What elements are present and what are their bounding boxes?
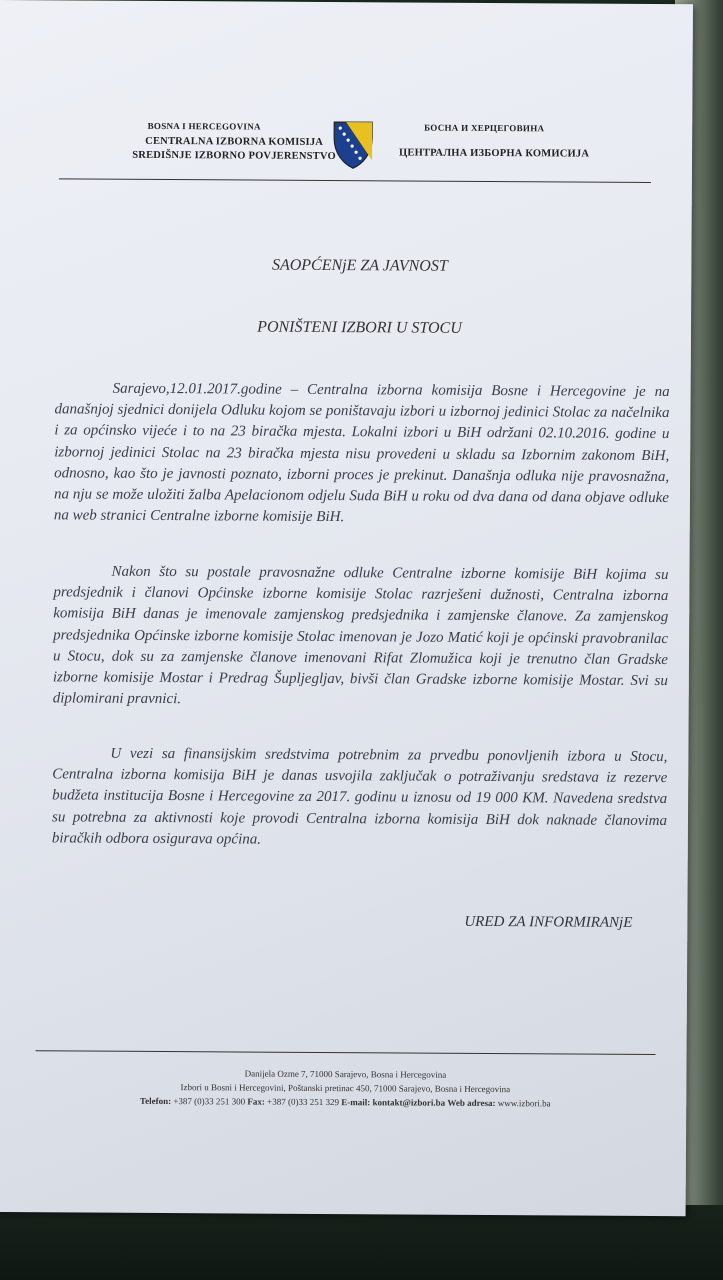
signature-office: URED ZA INFORMIRANjE <box>464 913 633 931</box>
footer-postal: Izbori u Bosni i Hercegovini, Poštanski pretinac 450, 71000 Sarajevo, Bosna i Hercegovina <box>180 1082 511 1095</box>
footer-email-label: E-mail: <box>341 1097 371 1108</box>
header-commission-croatian: SREDIŠNJE IZBORNO POVJERENSTVO <box>132 149 336 163</box>
footer-fax: +387 (0)33 251 329 <box>267 1096 340 1108</box>
header-right-block <box>379 122 609 159</box>
footer-divider <box>36 1050 656 1055</box>
background-table-bottom <box>0 1205 723 1280</box>
footer-fax-label: Fax: <box>247 1096 265 1107</box>
header-commission-latin: CENTRALNA IZBORNA KOMISIJA <box>145 135 324 148</box>
footer-address: Danijela Ozme 7, 71000 Sarajevo, Bosna i Hercegovina <box>244 1068 447 1080</box>
document-title: SAOPĆENjE ZA JAVNOST <box>271 256 448 275</box>
document-subtitle: PONIŠTENI IZBORI U STOCU <box>257 318 462 337</box>
header-country-latin: BOSNA I HERCEGOVINA <box>147 120 261 132</box>
paragraph-1: Sarajevo,12.01.2017.godine – Centralna izborna komisija Bosne i Hercegovine je na današnjoj sjednici donijela Odluku kojom se poništavaju izbori u izbornoj jedinici Stolac za načelnika i za općinsko vijeće i to na 23 biračka mjesta. Lokalni izbori u BiH održani 02.10.2016. godine u izbornoj jedinici Stolac na 23 biračka mjesta nisu provedeni u skladu sa Izbornim zakonom BiH, odnosno, kao što je javnosti poznato, izborni proces je prekinut. Današnja odluka nije pravosnažna, na nju se može uložiti žalba Apelacionom odjelu Suda BiH u roku od dva dana od dana objave odluke na web stranici Centralne izborne komisije BiH. <box>53 380 670 526</box>
footer-email: kontakt@izbori.ba <box>372 1097 446 1108</box>
footer-web: www.izbori.ba <box>497 1098 551 1109</box>
paragraph-2: Nakon što su postale pravosnažne odluke Centralne izborne komisije BiH kojima su predsjednik i članovi Općinske izborne komisije Stolac razrješeni dužnosti, Centralna izborna komisija BiH danas je imenovale zamjenskog predsjednika i zamjenske članove. Za zamjenskog predsjednika Općinske izborne komisije Stolac imenovan je Jozo Matić koji je općinski pravobranilac u Stocu, dok su za zamjenske članove imenovani Rifat Zlomužica koji je trenutno član Gradske izborne komisije Mostar i Predrag Šupljegljav, bivši član Gradske izborne komisije Mostar. Svi su diplomirani pravnici. <box>52 563 669 708</box>
footer-phone: +387 (0)33 251 300 <box>173 1096 246 1107</box>
footer-web-label: Web adresa: <box>447 1097 496 1109</box>
header-country-cyrillic: БОСНА И ХЕРЦЕГОВИНА <box>424 122 545 134</box>
paragraph-3: U vezi sa finansijskim sredstvima potrebnim za prvedbu ponovljenih izbora u Stocu, Centralna izborna komisija BiH je danas usvojila zaključak o potraživanju sredstava iz rezerve budžeta institucija Bosne i Hercegovine za 2017. godinu u iznosu od 19 000 KM. Navedena sredstva su potrebna za aktivnosti koje provodi Centralna izborna komisija BiH dok naknade članovima biračkih odbora osigurava općina. <box>51 745 668 848</box>
header-commission-cyrillic: ЦЕНТРАЛНА ИЗБОРНА КОМИСИЈА <box>398 147 590 160</box>
footer-contacts <box>35 1094 655 1111</box>
header-divider <box>59 178 651 183</box>
footer-phone-label: Telefon: <box>139 1095 172 1107</box>
